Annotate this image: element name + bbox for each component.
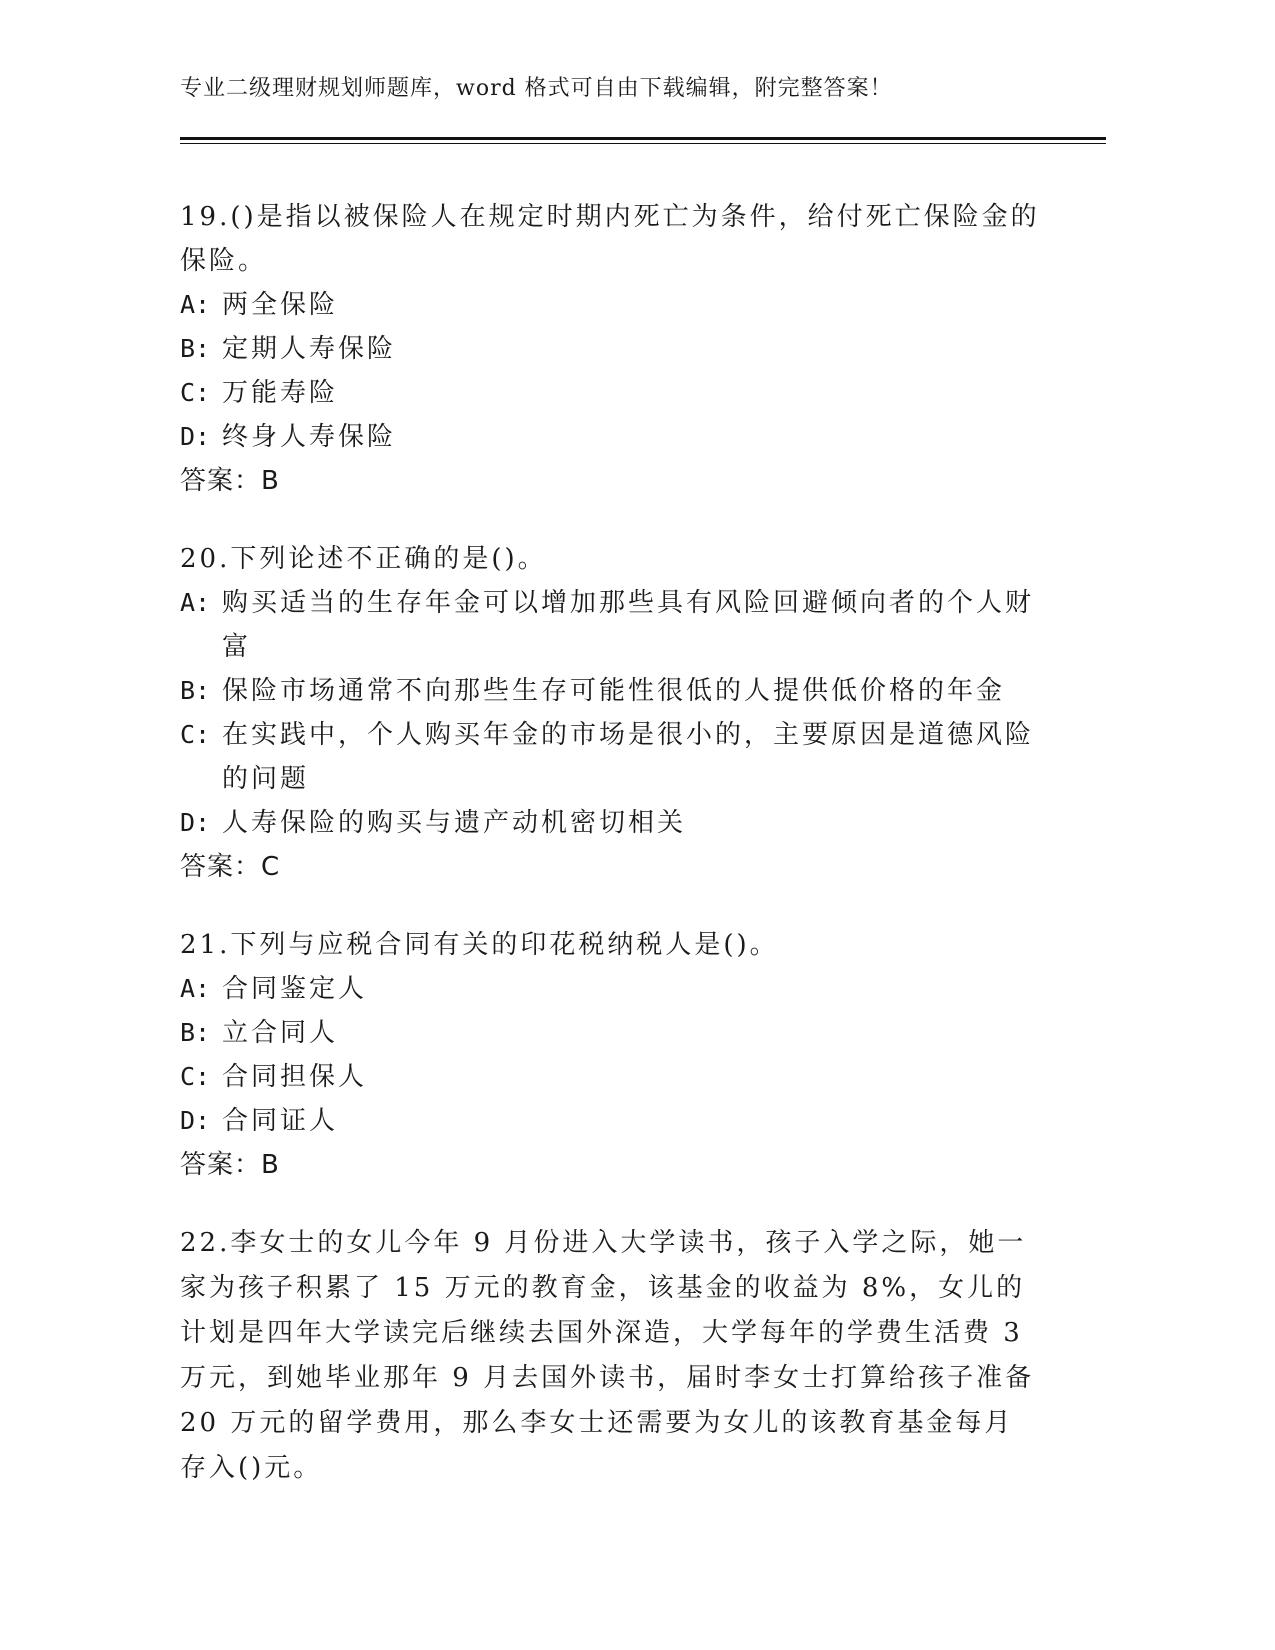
question-22	[180, 1221, 1040, 1491]
option-letter: C:	[180, 720, 211, 749]
option-letter: A:	[180, 974, 211, 1003]
option-c	[180, 713, 1040, 801]
question-stem: 19.()是指以被保险人在规定时期内死亡为条件，给付死亡保险金的保险。	[180, 202, 1040, 276]
option-letter: A:	[180, 290, 211, 319]
option-text: 定期人寿保险	[222, 334, 397, 364]
option-letter: A:	[180, 588, 211, 617]
header-rule-thick	[180, 137, 1106, 140]
answer-line	[180, 1143, 1040, 1187]
option-letter: D:	[180, 422, 211, 451]
question-20	[180, 537, 1040, 889]
option-c	[180, 371, 1040, 415]
option-letter: B:	[180, 1018, 211, 1047]
option-text: 万能寿险	[222, 378, 339, 408]
answer-value: C	[261, 852, 281, 882]
option-letter: D:	[180, 1106, 211, 1135]
question-list	[180, 195, 1040, 1525]
question-stem: 22.李女士的女儿今年 9 月份进入大学读书，孩子入学之际，她一家为孩子积累了 15 万元的教育金，该基金的收益为 8%，女儿的计划是四年大学读完后继续去国外深造，大学每年的学费生活费 3 万元，到她毕业那年 9 月去国外读书，届时李女士打算给孩子准备 20 万元的留学费用，那么李女士还需要为女儿的该教育基金每月存入()元。	[180, 1228, 1035, 1483]
question-21	[180, 923, 1040, 1187]
option-letter: C:	[180, 378, 211, 407]
option-b	[180, 669, 1040, 713]
option-text: 在实践中，个人购买年金的市场是很小的，主要原因是道德风险的问题	[222, 720, 1035, 794]
option-letter: B:	[180, 334, 211, 363]
option-letter: C:	[180, 1062, 211, 1091]
option-b	[180, 327, 1040, 371]
question-stem: 20.下列论述不正确的是()。	[180, 544, 547, 574]
page-header: 专业二级理财规划师题库，word 格式可自由下载编辑，附完整答案！	[180, 76, 893, 101]
answer-label: 答案：	[180, 466, 262, 496]
question-19	[180, 195, 1040, 503]
option-c	[180, 1055, 1040, 1099]
option-text: 保险市场通常不向那些生存可能性很低的人提供低价格的年金	[222, 676, 1006, 706]
option-a	[180, 581, 1040, 669]
option-text: 合同担保人	[222, 1062, 368, 1092]
option-text: 人寿保险的购买与遗产动机密切相关	[222, 808, 687, 838]
option-d	[180, 415, 1040, 459]
header-rule-thin	[180, 143, 1106, 144]
answer-line	[180, 459, 1040, 503]
answer-value: B	[261, 466, 280, 496]
option-text: 立合同人	[222, 1018, 339, 1048]
option-text: 两全保险	[222, 290, 339, 320]
option-b	[180, 1011, 1040, 1055]
option-letter: D:	[180, 808, 211, 837]
option-d	[180, 1099, 1040, 1143]
option-text: 合同证人	[222, 1106, 339, 1136]
answer-line	[180, 845, 1040, 889]
option-d	[180, 801, 1040, 845]
option-text: 购买适当的生存年金可以增加那些具有风险回避倾向者的个人财富	[222, 588, 1035, 662]
answer-value: B	[261, 1150, 280, 1180]
option-a	[180, 283, 1040, 327]
question-stem: 21.下列与应税合同有关的印花税纳税人是()。	[180, 930, 779, 960]
option-text: 合同鉴定人	[222, 974, 368, 1004]
answer-label: 答案：	[180, 852, 262, 882]
option-a	[180, 967, 1040, 1011]
option-letter: B:	[180, 676, 211, 705]
option-text: 终身人寿保险	[222, 422, 397, 452]
answer-label: 答案：	[180, 1150, 262, 1180]
